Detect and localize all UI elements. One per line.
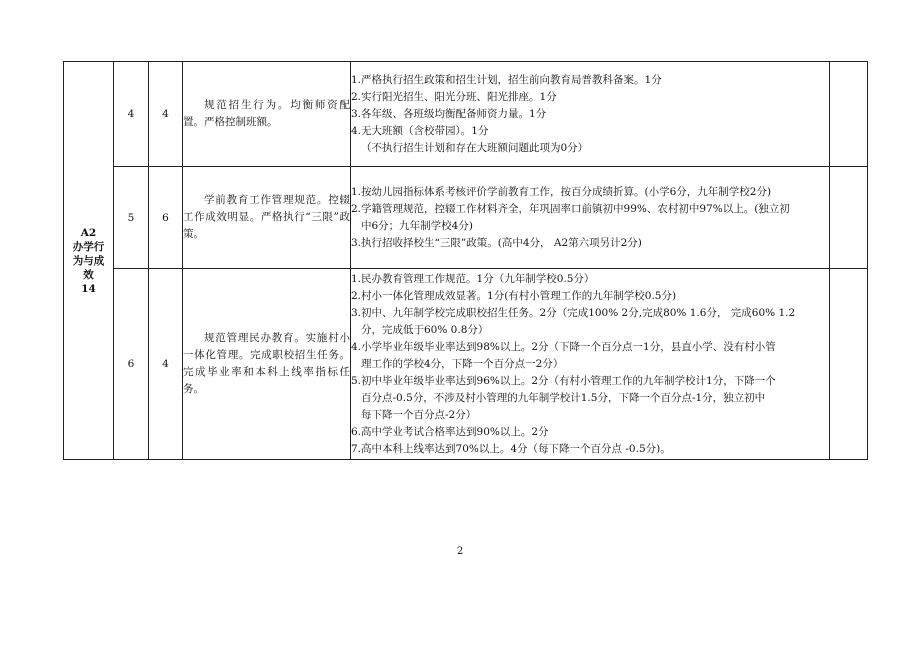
rule-line: 2.村小一体化管理成效显著。1分(有村小管理工作的九年制学校0.5分) [351,289,677,302]
category-cell [64,62,114,460]
rule-note: （不执行招生计划和存在大班额问题此项为0分） [361,141,589,154]
score-cell [830,269,868,460]
rule-line: 4.无大班额（含校带园）。1分 [351,124,489,137]
rule-line: 7.高中本科上线率达到70%以上。4分（每下降一个百分点 -0.5分)。 [351,442,671,455]
score-cell [830,62,868,167]
category-name-line1: 办学行 [72,240,105,253]
item-points: 6 [149,167,183,269]
rule-line: 3.各年级、各班级均衡配备师资力量。1分 [351,107,547,120]
category-code: A2 [80,226,97,239]
item-number: 5 [114,167,149,269]
category-score: 14 [81,282,96,295]
page-number: 2 [456,546,464,557]
rule-line: 2.实行阳光招生、阳光分班、阳光排座。1分 [351,90,557,103]
rule-line: 3.初中、九年制学校完成职校招生任务。2分（完成100% 2分,完成80% 1.6分， 完成60% 1.2 [351,306,796,319]
rule-line: 每下降一个百分点-2分） [361,408,477,421]
category-name-line3: 效 [83,268,94,281]
evaluation-table [63,61,868,460]
rule-line: 5.初中毕业年级毕业率达到96%以上。2分（有村小管理工作的九年制学校计1分，下降一个 [351,374,776,387]
score-cell [830,167,868,269]
category-name-line2: 为与成 [72,254,105,267]
rule-line: 6.高中学业考试合格率达到90%以上。2分 [351,425,549,438]
rule-line: 1.严格执行招生政策和招生计划，招生前向教育局普教科备案。1分 [351,73,662,86]
table-row [64,269,868,460]
item-description: 规范管理民办教育。实施村小一体化管理。完成职校招生任务。完成毕业率和本科上线率指标任务。 [183,269,351,460]
item-points: 4 [149,269,183,460]
item-rules [351,167,830,269]
rule-line: 百分点-0.5分，不涉及村小管理的九年制学校计1.5分，下降一个百分点-1分，独立初中 [361,391,766,404]
item-rules [351,269,830,460]
item-points: 4 [149,62,183,167]
rule-line: 分，完成低于60% 0.8分） [361,323,489,336]
rule-line: 1.按幼儿园指标体系考核评价学前教育工作，按百分成绩折算。(小学6分，九年制学校2分) [351,185,772,198]
item-description: 规范招生行为。均衡师资配置。严格控制班额。 [183,62,351,167]
rule-line: 中6分；九年制学校4分) [361,219,473,232]
table-row [64,62,868,167]
item-rules [351,62,830,167]
rule-line: 2.学籍管理规范，控辍工作材料齐全，年巩固率口前镇初中99%、农村初中97%以上。(独立初 [351,202,790,215]
rule-line: 3.执行招收择校生“三限”政策。(高中4分， A2第六项另计2分) [351,236,642,249]
item-number: 6 [114,269,149,460]
rule-line: 理工作的学校4分，下降一个百分点一2分） [361,357,564,370]
rule-line: 4.小学毕业年级毕业率达到98%以上。2分（下降一个百分点一1分，县直小学、没有村小管 [351,340,776,353]
rule-line: 1.民办教育管理工作规范。1分（九年制学校0.5分） [351,272,595,285]
table-row [64,167,868,269]
item-description: 学前教育工作管理规范。控辍工作成效明显。严格执行“三限”政策。 [183,167,351,269]
item-number: 4 [114,62,149,167]
